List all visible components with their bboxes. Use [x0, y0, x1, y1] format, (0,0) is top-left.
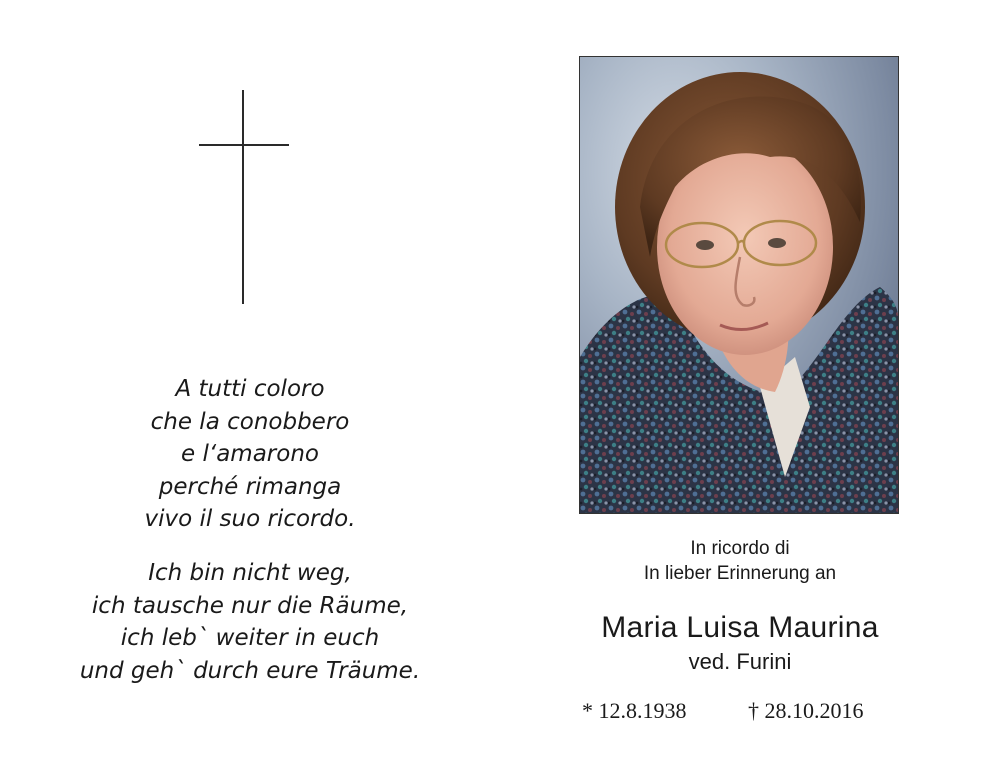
verse-line: ich leb` weiter in euch	[120, 625, 380, 651]
portrait-photo	[579, 56, 899, 514]
verse-line: und geh` durch eure Träume.	[79, 657, 421, 684]
verse-line: e l‘amarono	[181, 441, 319, 467]
intro-line-italian: In ricordo di	[690, 538, 790, 559]
birth-date: * 12.8.1938	[582, 698, 687, 723]
intro-line-german: In lieber Erinnerung an	[643, 563, 837, 584]
maiden-name: ved. Furini	[688, 649, 792, 674]
deceased-name: Maria Luisa Maurina	[601, 611, 879, 644]
italian-verse	[40, 373, 460, 536]
german-verse	[40, 557, 460, 687]
memorial-intro	[560, 536, 920, 586]
verse-line: A tutti coloro	[175, 376, 325, 402]
verse-line: Ich bin nicht weg,	[148, 560, 352, 586]
cross-horizontal-bar	[199, 144, 289, 146]
verse-line: perché rimanga	[158, 473, 342, 500]
cross-icon	[196, 90, 292, 304]
verse-line: ich tausche nur die Räume,	[91, 592, 409, 619]
death-date: † 28.10.2016	[748, 698, 864, 723]
verse-line: vivo il suo ricordo.	[144, 506, 356, 532]
cross-vertical-bar	[242, 90, 244, 304]
verse-line: che la conobbero	[150, 408, 350, 435]
